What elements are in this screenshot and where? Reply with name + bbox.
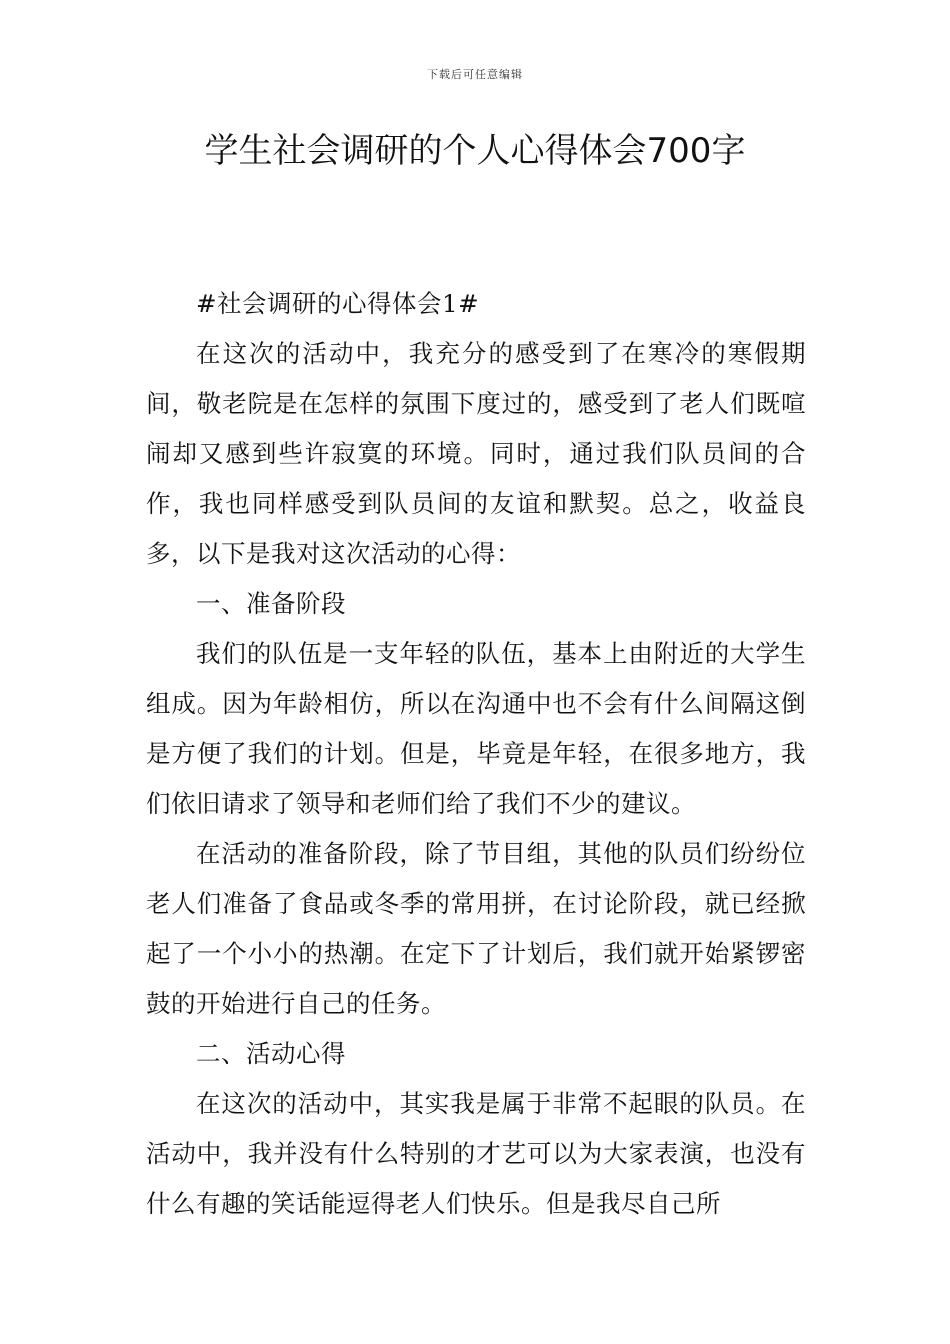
paragraph: 在活动的准备阶段，除了节目组，其他的队员们纷纷位老人们准备了食品或冬季的常用拼，在讨论阶段，就已经掀起了一个小小的热潮。在定下了计划后，我们就开始紧锣密鼓的开始进行自己的任务。 <box>146 839 806 1018</box>
document-title: 学生社会调研的个人心得体会700字 <box>204 131 746 171</box>
paragraph: 我们的队伍是一支年轻的队伍，基本上由附近的大学生组成。因为年龄相仿，所以在沟通中也不会有什么间隔这倒是方便了我们的计划。但是，毕竟是年轻，在很多地方，我们依旧请求了领导和老师们给了我们不少的建议。 <box>146 639 806 818</box>
paragraph: 在这次的活动中，我充分的感受到了在寒冷的寒假期间，敬老院是在怎样的氛围下度过的，感受到了老人们既喧闹却又感到些许寂寞的环境。同时，通过我们队员间的合作，我也同样感受到队员间的友谊和默契。总之，收益良多，以下是我对这次活动的心得： <box>146 339 806 568</box>
header-note: 下载后可任意编辑 <box>427 68 523 81</box>
section-heading: #社会调研的心得体会1# <box>196 289 480 318</box>
paragraph: 在这次的活动中，其实我是属于非常不起眼的队员。在活动中，我并没有什么特别的才艺可以为大家表演，也没有什么有趣的笑话能逗得老人们快乐。但是我尽自己所 <box>146 1089 806 1218</box>
section-heading: 一、准备阶段 <box>196 589 346 618</box>
section-heading: 二、活动心得 <box>196 1039 346 1068</box>
document-body <box>146 279 806 1229</box>
